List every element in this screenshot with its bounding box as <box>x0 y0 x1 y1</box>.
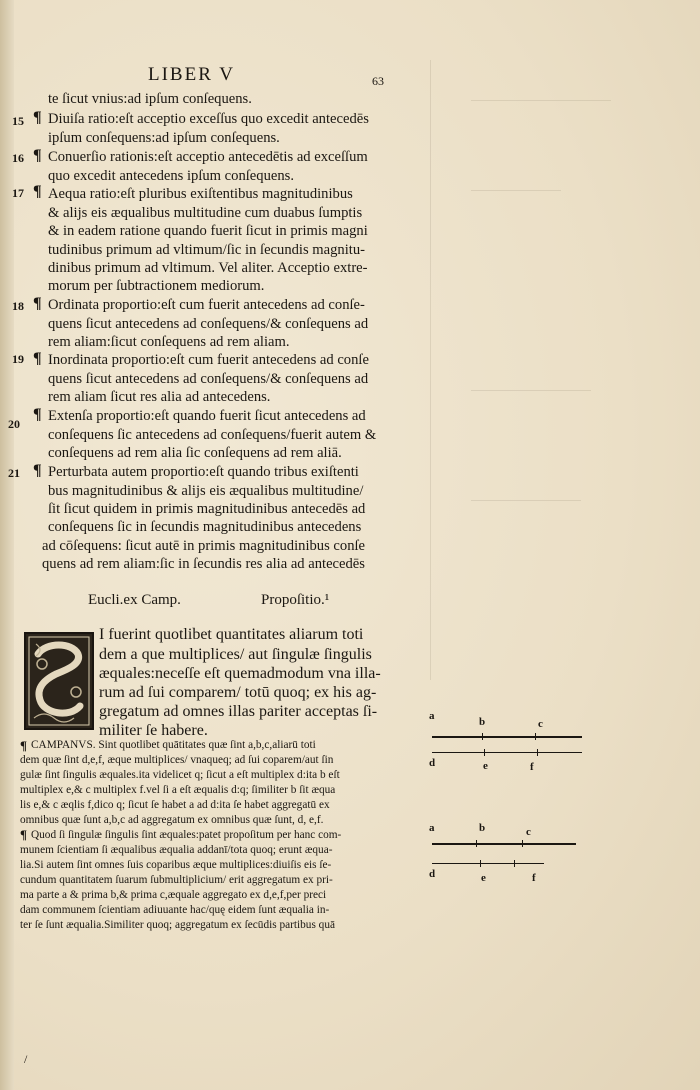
commentary-line: omnibus quæ ſunt a,b,c ad aggregatum ex omnibus quæ ſunt, d, e,f. <box>20 814 324 826</box>
figure-label: f <box>532 872 536 884</box>
commentary-line: ter ſe ſunt æqualia.Similiter quoq; aggregatum ex ſecūdis partibus quā <box>20 919 335 931</box>
definition-line: Perturbata autem proportio:eſt quando tribus exiſtenti <box>48 464 359 480</box>
paragraph-mark-icon: ¶ <box>33 350 42 367</box>
definition-number: 21 <box>8 466 20 480</box>
commentary-line: cundum quantitatem ſuarum ſubmultiplicium/ erit aggregatum ex pri‑ <box>20 874 333 886</box>
segment-tick <box>522 840 523 847</box>
definition-line: bus magnitudinibus & alijs eis æqualibus multitudine/ <box>48 483 364 499</box>
paragraph-mark-icon: ¶ <box>20 827 28 842</box>
segment-tick <box>482 733 483 740</box>
definition-line: rem aliam ſicut res alia ad antecedens. <box>48 389 271 405</box>
definition-line: Ordinata proportio:eſt cum fuerit antecedens ad conſe‑ <box>48 297 365 313</box>
commentary-line: dem quæ ſint d,e,f, æque multiplices/ vnaqueq; ad ſui coparem/aut ſin <box>20 754 334 766</box>
definition-line: ad cōſequens: ſicut autē in primis magnitudinibus conſe <box>42 538 366 554</box>
definition-line: ſit ſicut quidem in primis magnitudinibus antecedēs ad <box>48 501 366 517</box>
figure-label: a <box>429 822 435 834</box>
segment-tick <box>537 749 538 756</box>
definition-line: dinibus primum ad vltimum. Vel aliter. Acceptio extre‑ <box>48 260 368 276</box>
source-heading: Eucli.ex Camp. <box>88 592 181 608</box>
definition-number: 15 <box>12 114 24 128</box>
commentary-line: ma parte a & prima b,& prima c,æquale aggregato ex d,e,f,per preci <box>20 889 327 901</box>
folio-number: 63 <box>372 74 384 88</box>
definition-line: & alijs eis æqualibus multitudine cum duabus ſumptis <box>48 205 363 221</box>
definition-line: quens ad rem aliam:ſic in ſecundis res alia ad antecedēs <box>42 556 365 572</box>
magnitude-line <box>432 863 544 864</box>
magnitude-line <box>432 736 582 738</box>
definition-number: 18 <box>12 299 24 313</box>
definition-line: Conuerſio rationis:eſt acceptio antecedētis ad exceſſum <box>48 149 368 165</box>
continuation-line: te ſicut vnius:ad ipſum conſequens. <box>48 91 252 107</box>
definition-number: 20 <box>8 417 20 431</box>
commentary-line: multiplex e,& c multiplex f.vel ſi a eſt æqualis d:q; ſimiliter b ſit æqua <box>20 784 336 796</box>
definition-line: conſequens ad rem alia ſic conſequens ad rem aliā. <box>48 445 342 461</box>
figure-label: e <box>483 760 488 772</box>
definition-line: rem aliam:ſicut conſequens ad rem aliam. <box>48 334 290 350</box>
paragraph-mark-icon: ¶ <box>33 295 42 312</box>
proposition-heading: Propoſitio.¹ <box>261 592 330 608</box>
definition-line: Diuiſa ratio:eſt acceptio exceſſus quo excedit antecedēs <box>48 111 369 127</box>
definition-line: Inordinata proportio:eſt cum fuerit antecedens ad conſe <box>48 352 369 368</box>
proposition-line: I fuerint quotlibet quantitates aliarum toti <box>99 626 364 643</box>
proposition-line: militer ſe habere. <box>99 722 208 739</box>
definition-number: 17 <box>12 186 24 200</box>
figure-label: d <box>429 757 436 769</box>
paragraph-mark-icon: ¶ <box>33 462 42 479</box>
proposition-line: gregatum ad omnes illas pariter acceptas ſi‑ <box>99 703 378 720</box>
definition-line: ipſum conſequens:ad ipſum conſequens. <box>48 130 280 146</box>
commentary-line: dam communem ſcientiam adiuuante hac/quę eidem ſunt æqualia in‑ <box>20 904 330 916</box>
commentary-line: lia.Si autem ſint omnes ſuis coparibus æque multiplices:diuiſis eis ſe‑ <box>20 859 332 871</box>
figure-label: a <box>429 710 435 722</box>
show-through-ghost <box>430 60 681 680</box>
definition-number: 16 <box>12 151 24 165</box>
figure-label: b <box>479 822 486 834</box>
definition-line: Extenſa proportio:eſt quando fuerit ſicut antecedens ad <box>48 408 366 424</box>
proposition-line: rum ad ſui comparem/ totū quoq; ex his ag‑ <box>99 684 377 701</box>
definition-line: conſequens ſic antecedens ad conſequens/fuerit autem & <box>48 427 377 443</box>
paragraph-mark-icon: ¶ <box>33 147 42 164</box>
stray-mark: / <box>24 1052 28 1066</box>
paragraph-mark-icon: ¶ <box>33 406 42 423</box>
figure-label: c <box>538 718 543 730</box>
definition-line: conſequens ſic in ſecundis magnitudinibus antecedens <box>48 519 362 535</box>
definition-line: morum per ſubtractionem mediorum. <box>48 278 265 294</box>
figure-label: e <box>481 872 486 884</box>
definition-line: & in eadem ratione quando fuerit ſicut in primis magni <box>48 223 368 239</box>
definition-line: quens ſicut antecedens ad conſequens/& conſequens ad <box>48 371 369 387</box>
commentary-line: gulæ ſint ſingulis æquales.ita videlicet q; ſicut a eſt multiplex d:ita b eſt <box>20 769 340 781</box>
proposition-line: æquales:neceſſe eſt quemadmodum vna illa‑ <box>99 665 381 682</box>
paragraph-mark-icon: ¶ <box>20 738 28 753</box>
magnitude-line <box>432 843 576 845</box>
figure-label: b <box>479 716 486 728</box>
paragraph-mark-icon: ¶ <box>33 183 42 200</box>
segment-tick <box>535 733 536 740</box>
definition-number: 19 <box>12 352 24 366</box>
decorated-initial-icon <box>24 632 94 730</box>
definition-line: tudinibus primum ad vltimum/ſic in ſecundis magnitu‑ <box>48 242 365 258</box>
segment-tick <box>514 860 515 867</box>
commentary-line: lis e,& c æqlis f,dico q; ſicut ſe habet a ad d:ita ſe habet aggregatū ex <box>20 799 330 811</box>
commentary-line: munem ſcientiam ſi æqualibus æqualia addanī/tota quoq; erunt æqua‑ <box>20 844 333 856</box>
book-header: LIBER V <box>148 64 236 85</box>
segment-tick <box>476 840 477 847</box>
segment-tick <box>484 749 485 756</box>
figure-label: f <box>530 761 534 773</box>
definition-line: quo excedit antecedens ipſum conſequens. <box>48 168 294 184</box>
figure-label: d <box>429 868 436 880</box>
definition-line: quens ſicut antecedens ad conſequens/& conſequens ad <box>48 316 369 332</box>
commentary-line: CAMPANVS. Sint quotlibet quātitates quæ ſint a,b,c,aliarū toti <box>31 739 316 751</box>
figure-label: c <box>526 826 531 838</box>
commentary-line: Quod ſi ſingulæ ſingulis ſint æquales:patet propoſitum per hanc com‑ <box>31 829 342 841</box>
segment-tick <box>480 860 481 867</box>
paragraph-mark-icon: ¶ <box>33 109 42 126</box>
definition-line: Aequa ratio:eſt pluribus exiſtentibus magnitudinibus <box>48 186 353 202</box>
magnitude-line <box>432 752 582 753</box>
proposition-line: dem a que multiplices/ aut ſingulæ ſingulis <box>99 646 372 663</box>
